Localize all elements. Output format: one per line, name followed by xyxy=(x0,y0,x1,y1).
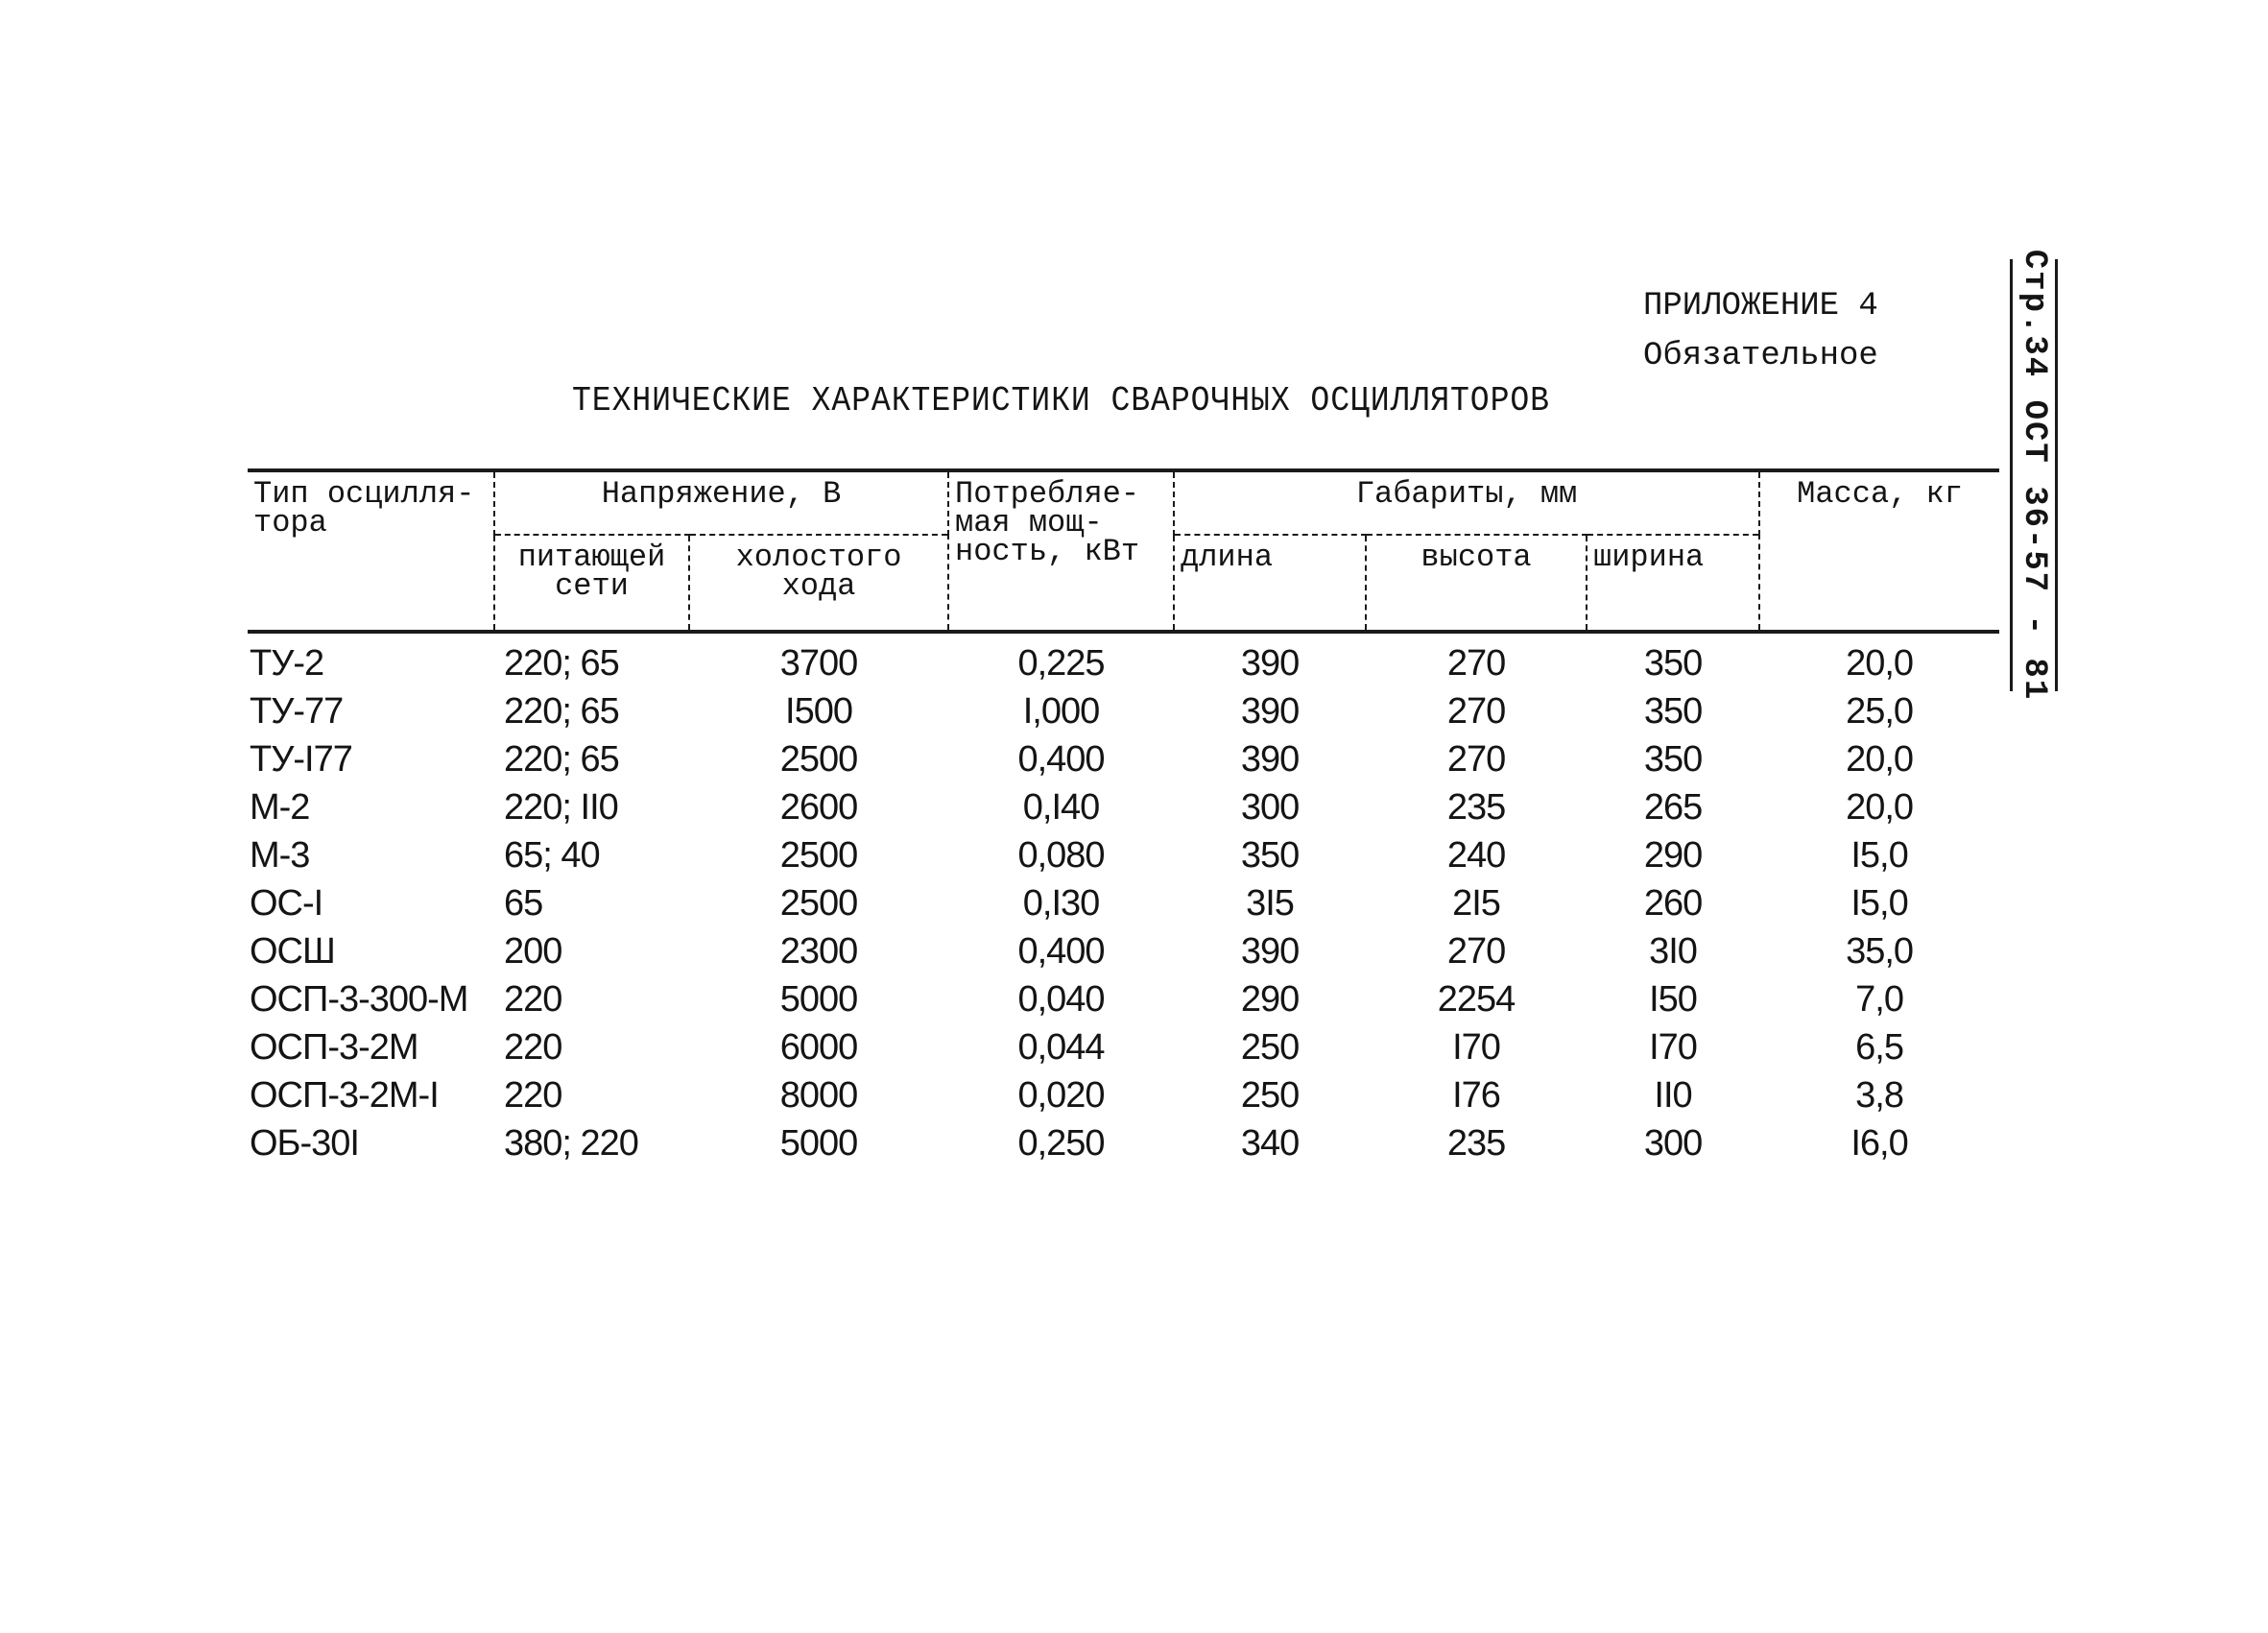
table-row xyxy=(248,1071,1999,1119)
table-row xyxy=(248,879,1999,927)
cell-supply: 65 xyxy=(504,883,543,924)
cell-power: 0,040 xyxy=(1017,979,1105,1020)
cell-idle: 2600 xyxy=(779,787,858,828)
cell-idle: 2500 xyxy=(779,739,858,780)
cell-type: М-3 xyxy=(250,835,310,876)
cell-power: 0,I40 xyxy=(1022,787,1100,828)
cell-type: ОСП-3-2М xyxy=(250,1027,418,1068)
cell-supply: 220 xyxy=(504,1075,562,1116)
cell-length: 390 xyxy=(1240,643,1300,684)
header-mass: Масса, кг xyxy=(1759,470,1999,632)
cell-length: 300 xyxy=(1240,787,1300,828)
cell-power: 0,044 xyxy=(1017,1027,1105,1068)
cell-length: 290 xyxy=(1240,979,1300,1020)
header-voltage-supply: питающей сети xyxy=(494,535,689,632)
cell-idle: 6000 xyxy=(779,1027,858,1068)
table-row xyxy=(248,783,1999,831)
cell-supply: 65; 40 xyxy=(504,835,600,876)
cell-width: 350 xyxy=(1643,643,1703,684)
header-width: ширина xyxy=(1587,535,1759,632)
cell-idle: I500 xyxy=(785,691,852,732)
cell-power: 0,250 xyxy=(1017,1123,1105,1164)
cell-mass: I5,0 xyxy=(1850,835,1908,876)
cell-type: ОСП-3-300-М xyxy=(250,979,468,1020)
cell-supply: 220; 65 xyxy=(504,643,619,684)
header-power: Потребляе-мая мощ-ность, кВт xyxy=(948,470,1174,632)
cell-height: 270 xyxy=(1446,739,1506,780)
cell-supply: 200 xyxy=(504,931,562,972)
cell-width: 265 xyxy=(1643,787,1703,828)
cell-type: ОБ-30I xyxy=(250,1123,359,1164)
cell-supply: 220; II0 xyxy=(504,787,618,828)
table-header-row xyxy=(248,470,1999,535)
cell-height: 2I5 xyxy=(1452,883,1500,924)
cell-supply: 220 xyxy=(504,979,562,1020)
cell-idle: 5000 xyxy=(779,1123,858,1164)
cell-mass: 25,0 xyxy=(1846,691,1914,732)
cell-mass: 35,0 xyxy=(1846,931,1914,972)
table-row xyxy=(248,687,1999,735)
cell-type: ОСШ xyxy=(250,931,335,972)
cell-mass: 3,8 xyxy=(1855,1075,1903,1116)
cell-idle: 2500 xyxy=(779,883,858,924)
cell-height: 235 xyxy=(1446,787,1506,828)
header-type: Тип осцилля-тора xyxy=(248,470,494,632)
table-row xyxy=(248,831,1999,879)
cell-power: 0,225 xyxy=(1017,643,1105,684)
table-row xyxy=(248,632,1999,687)
cell-height: 270 xyxy=(1446,691,1506,732)
header-height: высота xyxy=(1366,535,1587,632)
cell-width: 3I0 xyxy=(1649,931,1697,972)
table-row xyxy=(248,1023,1999,1071)
cell-height: 270 xyxy=(1446,643,1506,684)
cell-power: I,000 xyxy=(1022,691,1100,732)
cell-height: 240 xyxy=(1446,835,1506,876)
header-voltage: Напряжение, В xyxy=(494,470,948,535)
oscillator-spec-table xyxy=(248,468,1999,1167)
cell-width: II0 xyxy=(1654,1075,1692,1116)
cell-length: 390 xyxy=(1240,691,1300,732)
header-length: длина xyxy=(1174,535,1366,632)
appendix-label: ПРИЛОЖЕНИЕ 4 xyxy=(1643,288,1878,324)
cell-length: 3I5 xyxy=(1246,883,1294,924)
table-body xyxy=(248,632,1999,1167)
cell-type: М-2 xyxy=(250,787,310,828)
table-row xyxy=(248,927,1999,975)
cell-power: 0,080 xyxy=(1017,835,1105,876)
cell-idle: 2300 xyxy=(779,931,858,972)
cell-mass: 20,0 xyxy=(1846,787,1914,828)
cell-width: 300 xyxy=(1643,1123,1703,1164)
cell-idle: 8000 xyxy=(779,1075,858,1116)
cell-height: 235 xyxy=(1446,1123,1506,1164)
header-dimensions: Габариты, мм xyxy=(1174,470,1759,535)
cell-type: ТУ-I77 xyxy=(250,739,352,780)
cell-idle: 3700 xyxy=(779,643,858,684)
cell-length: 250 xyxy=(1240,1075,1300,1116)
cell-width: 260 xyxy=(1643,883,1703,924)
side-page-stamp xyxy=(2010,249,2058,702)
cell-mass: I6,0 xyxy=(1850,1123,1908,1164)
cell-length: 340 xyxy=(1240,1123,1300,1164)
cell-mass: 6,5 xyxy=(1855,1027,1903,1068)
cell-power: 0,020 xyxy=(1017,1075,1105,1116)
cell-type: ОС-I xyxy=(250,883,323,924)
header-voltage-idle: холостого хода xyxy=(689,535,948,632)
table-row xyxy=(248,975,1999,1023)
cell-height: 270 xyxy=(1446,931,1506,972)
cell-width: 290 xyxy=(1643,835,1703,876)
cell-width: 350 xyxy=(1643,691,1703,732)
cell-type: ТУ-2 xyxy=(250,643,324,684)
cell-length: 250 xyxy=(1240,1027,1300,1068)
appendix-status: Обязательное xyxy=(1643,338,1878,374)
cell-mass: 7,0 xyxy=(1855,979,1903,1020)
cell-supply: 380; 220 xyxy=(504,1123,638,1164)
cell-length: 390 xyxy=(1240,739,1300,780)
appendix-block xyxy=(1643,281,1878,381)
cell-power: 0,I30 xyxy=(1022,883,1100,924)
cell-mass: 20,0 xyxy=(1846,739,1914,780)
cell-width: 350 xyxy=(1643,739,1703,780)
cell-height: 2254 xyxy=(1437,979,1516,1020)
cell-width: I50 xyxy=(1649,979,1697,1020)
cell-mass: 20,0 xyxy=(1846,643,1914,684)
cell-height: I70 xyxy=(1452,1027,1500,1068)
cell-type: ТУ-77 xyxy=(250,691,344,732)
side-stamp-text: Стр.34 ОСТ 36-57 - 81 xyxy=(2016,249,2052,702)
cell-length: 390 xyxy=(1240,931,1300,972)
cell-supply: 220; 65 xyxy=(504,739,619,780)
document-title: ТЕХНИЧЕСКИЕ ХАРАКТЕРИСТИКИ СВАРОЧНЫХ ОСЦИЛЛЯТОРОВ xyxy=(572,381,1550,420)
cell-supply: 220; 65 xyxy=(504,691,619,732)
cell-supply: 220 xyxy=(504,1027,562,1068)
cell-power: 0,400 xyxy=(1017,931,1105,972)
cell-idle: 2500 xyxy=(779,835,858,876)
cell-length: 350 xyxy=(1240,835,1300,876)
cell-width: I70 xyxy=(1649,1027,1697,1068)
table-row xyxy=(248,735,1999,783)
cell-mass: I5,0 xyxy=(1850,883,1908,924)
cell-height: I76 xyxy=(1452,1075,1500,1116)
cell-power: 0,400 xyxy=(1017,739,1105,780)
cell-idle: 5000 xyxy=(779,979,858,1020)
cell-type: ОСП-3-2М-I xyxy=(250,1075,439,1116)
table-row xyxy=(248,1119,1999,1167)
